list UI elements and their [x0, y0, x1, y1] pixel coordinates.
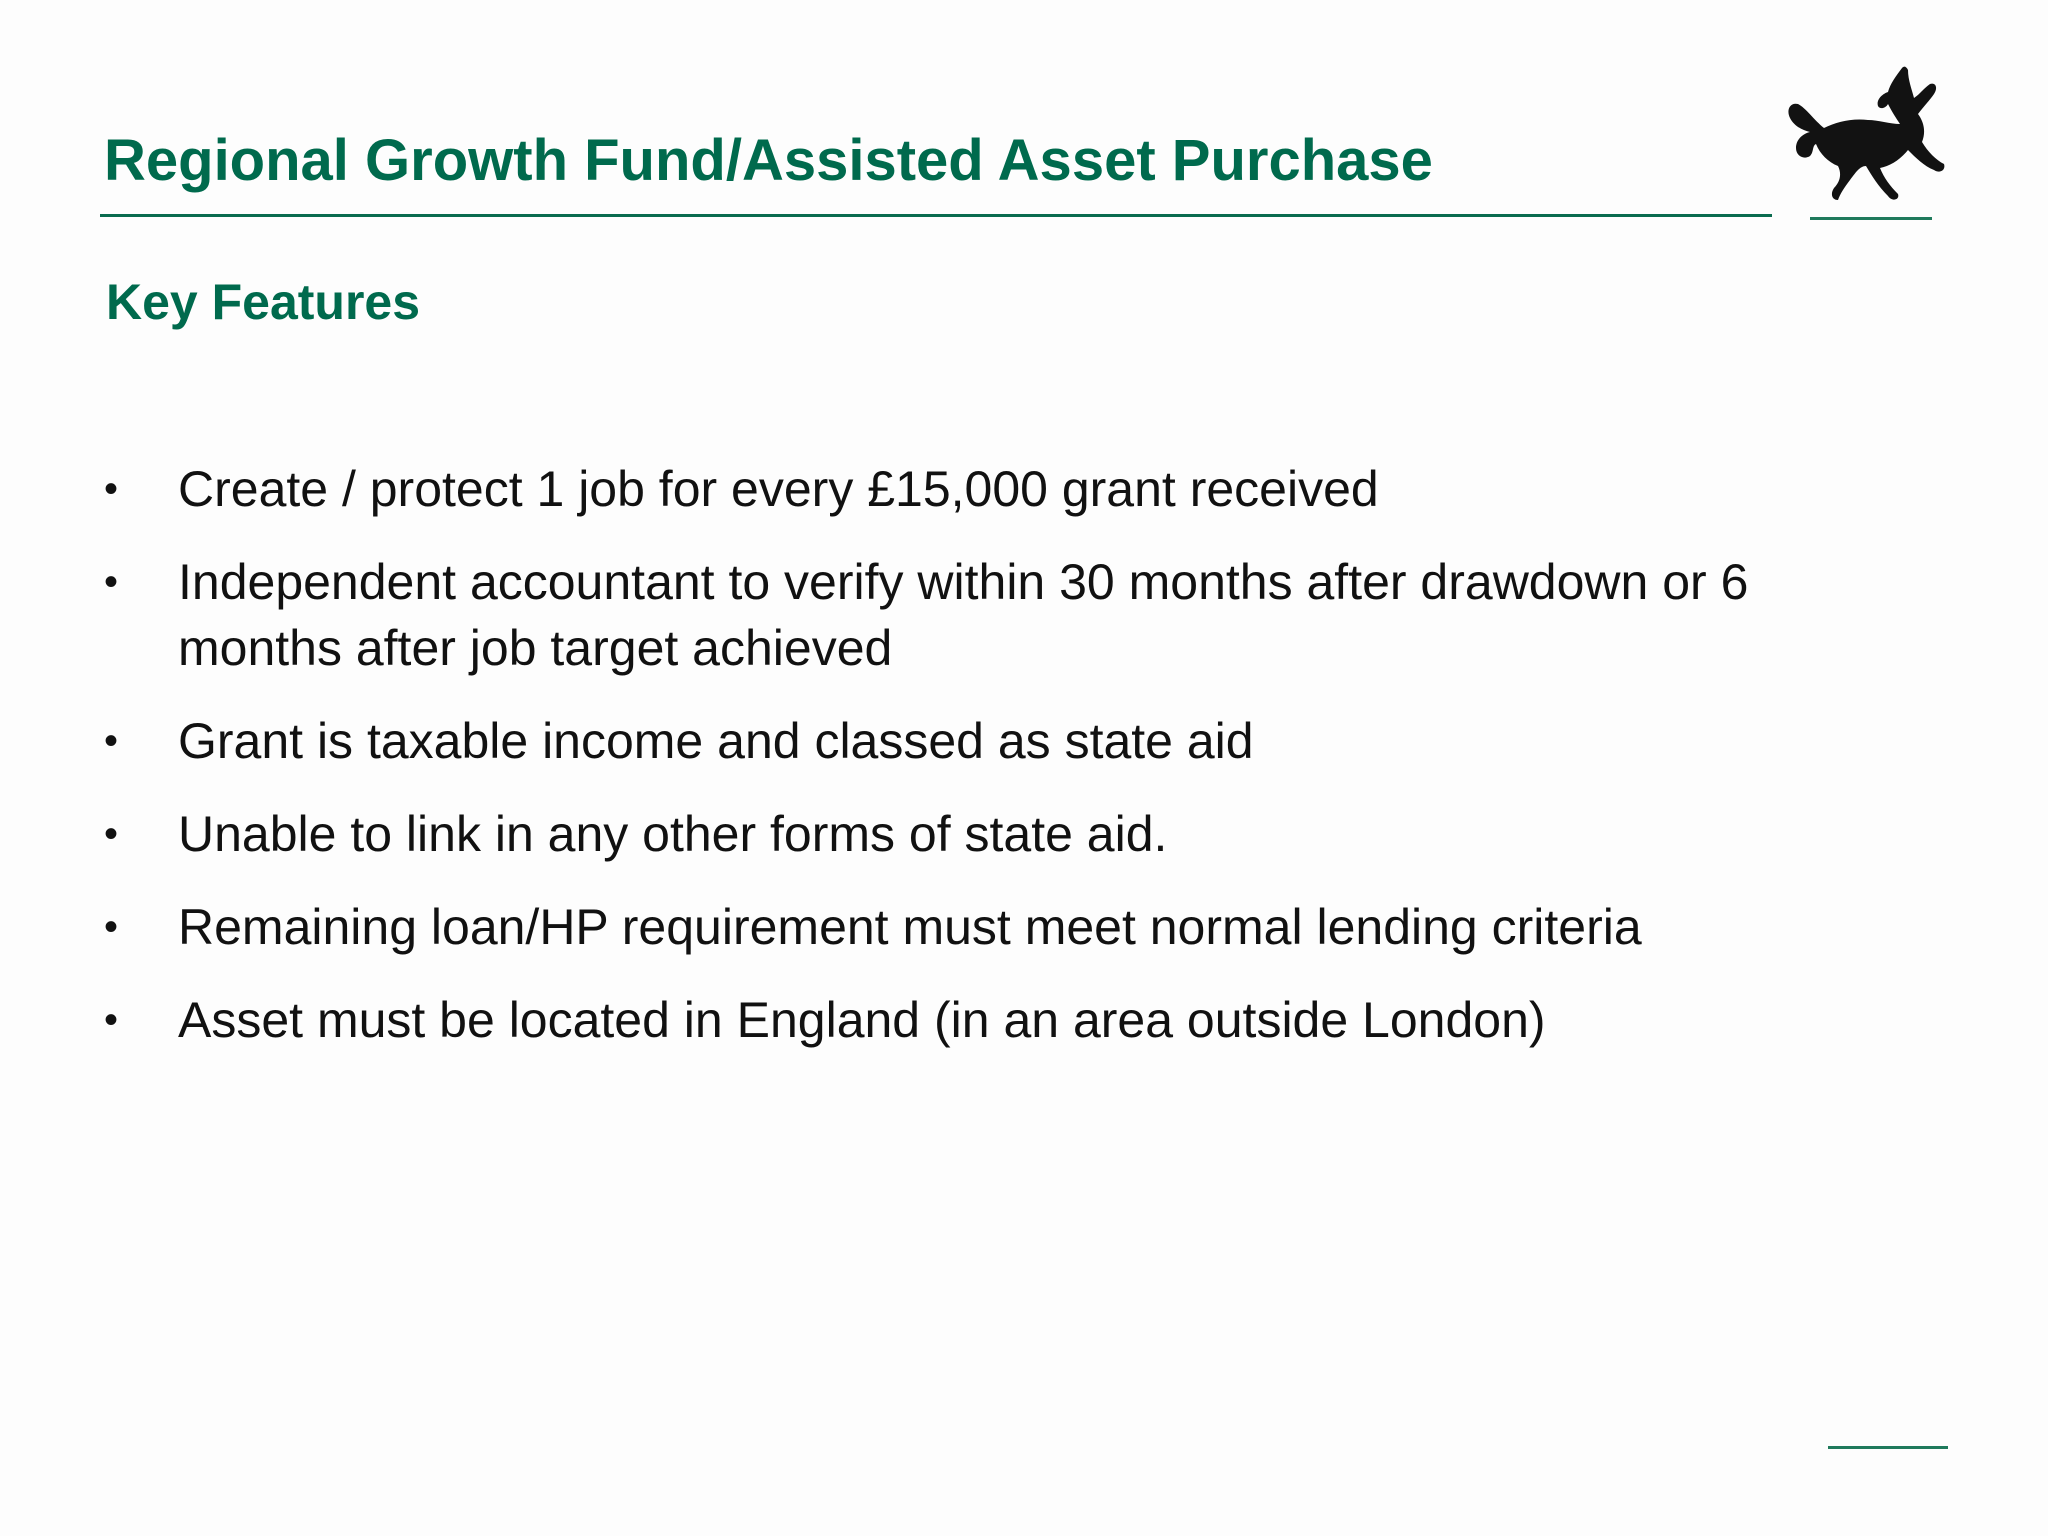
list-item [104, 549, 1904, 681]
list-item [104, 801, 1904, 867]
logo-underline [1810, 217, 1932, 220]
title-divider [100, 214, 1772, 217]
bullet-text: Remaining loan/HP requirement must meet normal lending criteria [178, 899, 1642, 955]
bullet-text: Grant is taxable income and classed as state aid [178, 713, 1254, 769]
footer-divider [1828, 1446, 1948, 1449]
bullet-text: Asset must be located in England (in an area outside London) [178, 992, 1546, 1048]
bullet-icon: • [104, 998, 119, 1042]
slide-title: Regional Growth Fund/Assisted Asset Purchase [104, 128, 1433, 193]
list-item [104, 987, 1904, 1053]
black-horse-logo-icon [1784, 62, 1952, 222]
bullet-text: Create / protect 1 job for every £15,000 grant received [178, 461, 1379, 517]
list-item [104, 894, 1904, 960]
bullet-icon: • [104, 905, 119, 949]
bullet-icon: • [104, 560, 119, 604]
bullet-icon: • [104, 467, 119, 511]
bullet-list [104, 456, 1904, 1080]
bullet-text: Independent accountant to verify within 30 months after drawdown or 6 months after job target achieved [178, 554, 1749, 676]
list-item [104, 708, 1904, 774]
list-item [104, 456, 1904, 522]
section-heading: Key Features [106, 274, 421, 330]
bullet-icon: • [104, 719, 119, 763]
bullet-text: Unable to link in any other forms of state aid. [178, 806, 1168, 862]
bullet-icon: • [104, 812, 119, 856]
